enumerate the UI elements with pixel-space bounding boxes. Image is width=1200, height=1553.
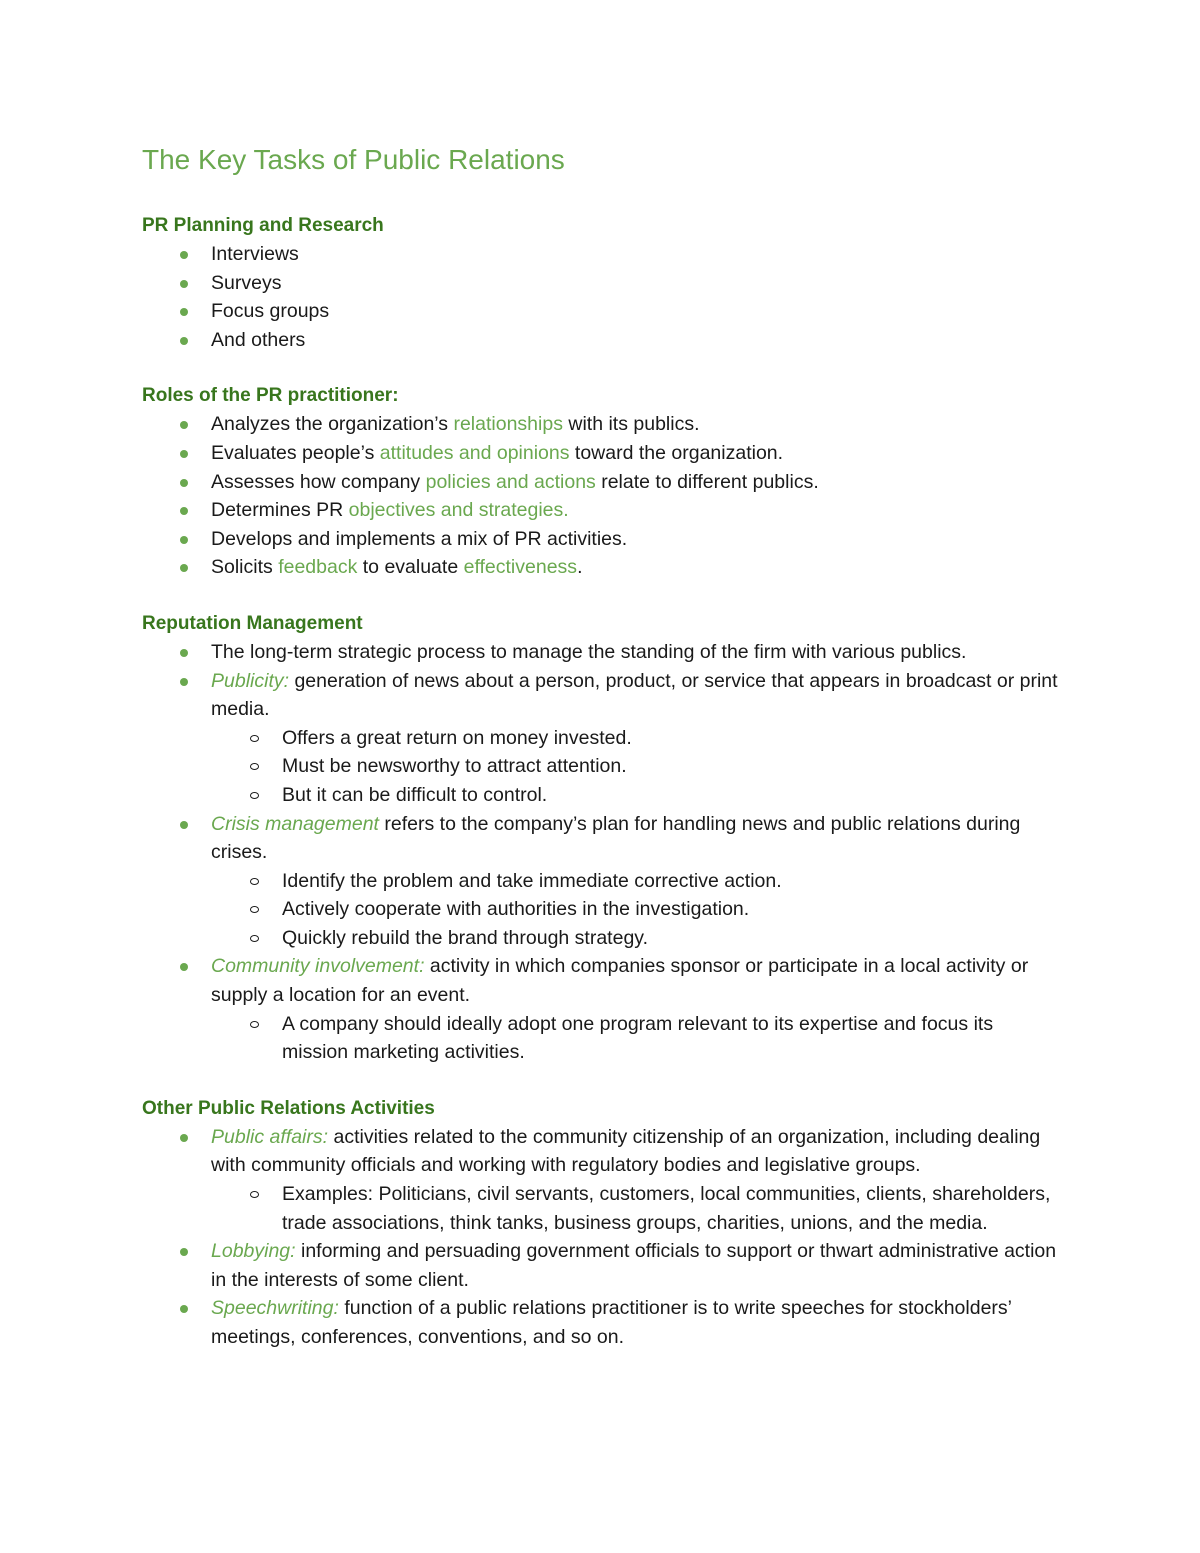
list-item: Evaluates people’s attitudes and opinions toward the organization.: [142, 439, 1062, 468]
sub-list-item: Examples: Politicians, civil servants, customers, local communities, clients, shareholders, trade associations, think tanks, business groups, charities, unions, and the media.: [211, 1180, 1062, 1237]
document-page: [142, 138, 1062, 1380]
list-item: Determines PR objectives and strategies.: [142, 496, 1062, 525]
bullet-icon: [180, 1134, 188, 1142]
list-item: Publicity: generation of news about a person, product, or service that appears in broadcast or print media. Offers a great return on money invested. Must be newsworthy to attract attention. But it can be difficult to control.: [142, 667, 1062, 810]
sub-list-item: But it can be difficult to control.: [211, 781, 1062, 810]
circle-bullet-icon: [250, 763, 259, 770]
term-text: Lobbying:: [211, 1240, 296, 1263]
section-heading: Other Public Relations Activities: [142, 1097, 435, 1119]
bullet-icon: [180, 678, 188, 686]
list-item: Interviews: [142, 240, 1062, 269]
section-other: [142, 1095, 1062, 1352]
list-item: Develops and implements a mix of PR activities.: [142, 525, 1062, 554]
sub-list: [211, 724, 1062, 810]
bullet-icon: [180, 479, 188, 487]
term-text: Public affairs:: [211, 1125, 329, 1148]
list-item: Focus groups: [142, 297, 1062, 326]
bullet-icon: [180, 564, 188, 572]
sub-list-item: Identify the problem and take immediate corrective action.: [211, 867, 1062, 896]
sub-list: [211, 867, 1062, 953]
bullet-icon: [180, 1305, 188, 1313]
circle-bullet-icon: [250, 878, 259, 885]
circle-bullet-icon: [250, 1021, 259, 1028]
list-item: Community involvement: activity in which companies sponsor or participate in a local activity or supply a location for an event. A company should ideally adopt one program relevant to its expertise and focus its mission marketing activities.: [142, 952, 1062, 1066]
circle-bullet-icon: [250, 735, 259, 742]
section-heading: Roles of the PR practitioner:: [142, 385, 399, 407]
circle-bullet-icon: [250, 935, 259, 942]
sub-list: [211, 1010, 1062, 1067]
circle-bullet-icon: [250, 906, 259, 913]
highlight-text: policies and actions: [425, 470, 596, 493]
highlight-text: relationships: [453, 413, 563, 436]
section-heading: Reputation Management: [142, 612, 363, 634]
list-item: Assesses how company policies and actions relate to different publics.: [142, 468, 1062, 497]
list-item: Speechwriting: function of a public relations practitioner is to write speeches for stockholders’ meetings, conferences, conventions, and so on.: [142, 1294, 1062, 1351]
bullet-list: [142, 1123, 1062, 1352]
list-item: The long-term strategic process to manage the standing of the firm with various publics.: [142, 638, 1062, 667]
bullet-icon: [180, 280, 188, 288]
list-item: Surveys: [142, 269, 1062, 298]
sub-list-item: Must be newsworthy to attract attention.: [211, 752, 1062, 781]
term-text: Publicity:: [211, 669, 290, 692]
highlight-text: effectiveness: [463, 556, 578, 579]
term-text: Community involvement:: [211, 955, 425, 978]
bullet-icon: [180, 308, 188, 316]
list-item: And others: [142, 326, 1062, 355]
term-text: Speechwriting:: [211, 1297, 339, 1320]
bullet-icon: [180, 649, 188, 657]
bullet-icon: [180, 963, 188, 971]
sub-list-item: Offers a great return on money invested.: [211, 724, 1062, 753]
section-planning: [142, 212, 1062, 354]
bullet-list: [142, 240, 1062, 354]
term-text: Crisis management: [211, 812, 379, 835]
highlight-text: objectives and strategies.: [348, 499, 569, 522]
list-item: Crisis management refers to the company’s plan for handling news and public relations during crises. Identify the problem and take immediate corrective action. Actively cooperate with authorities in the investigation. Quickly rebuild the brand through strategy.: [142, 810, 1062, 953]
circle-bullet-icon: [250, 792, 259, 799]
list-item: Solicits feedback to evaluate effectiveness.: [142, 553, 1062, 582]
highlight-text: attitudes and opinions: [379, 441, 570, 464]
bullet-icon: [180, 251, 188, 259]
highlight-text: feedback: [278, 556, 358, 579]
sub-list: [211, 1180, 1062, 1237]
circle-bullet-icon: [250, 1191, 259, 1198]
bullet-icon: [180, 421, 188, 429]
sub-list-item: Actively cooperate with authorities in the investigation.: [211, 895, 1062, 924]
section-roles: [142, 382, 1062, 582]
bullet-icon: [180, 450, 188, 458]
section-heading: PR Planning and Research: [142, 215, 384, 236]
list-item: Lobbying: informing and persuading government officials to support or thwart administrative action in the interests of some client.: [142, 1237, 1062, 1294]
bullet-icon: [180, 536, 188, 544]
bullet-icon: [180, 1248, 188, 1256]
bullet-icon: [180, 337, 188, 345]
page-title: The Key Tasks of Public Relations: [142, 144, 565, 175]
bullet-icon: [180, 507, 188, 515]
bullet-icon: [180, 821, 188, 829]
section-reputation: [142, 610, 1062, 1067]
list-item: Public affairs: activities related to the community citizenship of an organization, including dealing with community officials and working with regulatory bodies and legislative groups. Examples: Politicians, civil servants, customers, local communities, clients, shareholders, trade associations, think tanks, business groups, charities, unions, and the media.: [142, 1123, 1062, 1237]
list-item: Analyzes the organization’s relationships with its publics.: [142, 410, 1062, 439]
bullet-list: [142, 638, 1062, 1067]
sub-list-item: Quickly rebuild the brand through strategy.: [211, 924, 1062, 953]
bullet-list: [142, 410, 1062, 582]
sub-list-item: A company should ideally adopt one program relevant to its expertise and focus its mission marketing activities.: [211, 1010, 1062, 1067]
